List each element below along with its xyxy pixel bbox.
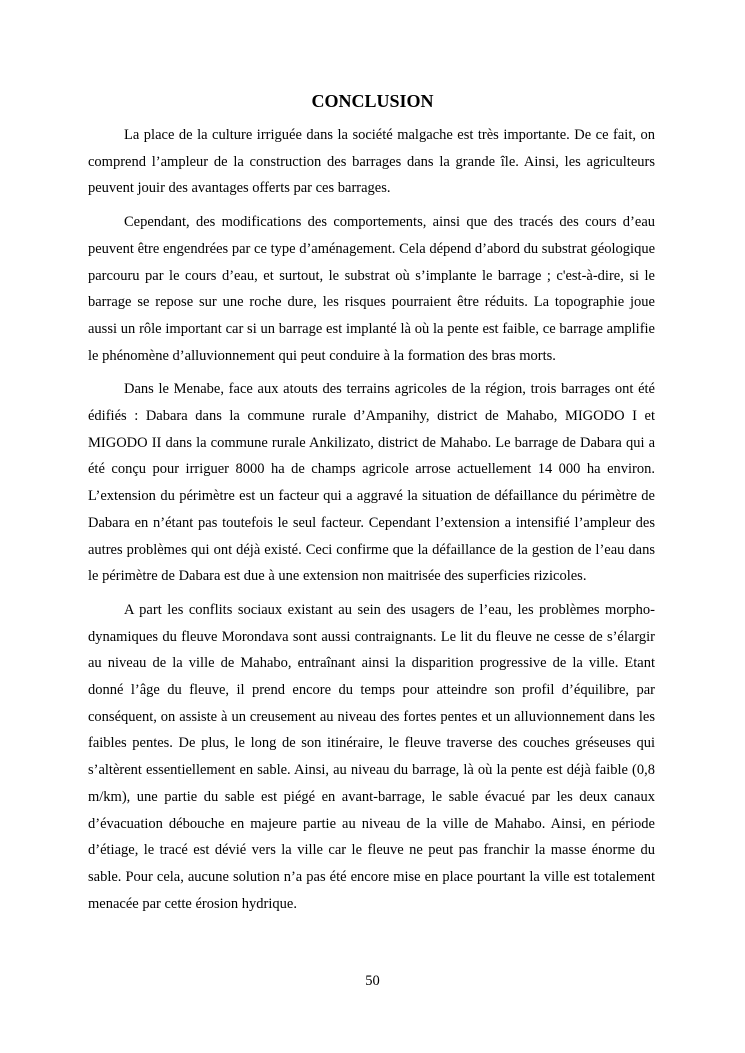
page-title: CONCLUSION bbox=[311, 91, 434, 111]
page-number: 50 bbox=[365, 973, 380, 989]
body-text bbox=[88, 122, 655, 924]
paragraph-2: Cependant, des modifications des comportements, ainsi que des tracés des cours d’eau peuvent être engendrées par ce type d’aménagement. Cela dépend d’abord du substrat géologique parcouru par le cours d’eau, et surtout, le substrat où s’implante le barrage ; c'est-à-dire, si le barrage se repose sur une roche dure, les risques pourraient être réduits. La topographie joue aussi un rôle important car si un barrage est implanté là où la pente est faible, ce barrage amplifie le phénomène d’alluvionnement qui peut conduire à la formation des bras morts. bbox=[88, 214, 655, 364]
paragraph-4: A part les conflits sociaux existant au sein des usagers de l’eau, les problèmes morpho-dynamiques du fleuve Morondava sont aussi contraignants. Le lit du fleuve ne cesse de s’élargir au niveau de la ville de Mahabo, entraînant ainsi la disparition progressive de la ville. Etant donné l’âge du fleuve, il prend encore du temps pour atteindre son profil d’équilibre, par conséquent, on assiste à un creusement au niveau des fortes pentes et un alluvionnement dans les faibles pentes. De plus, le long de son itinéraire, le fleuve traverse des couches gréseuses qui s’altèrent essentiellement en sable. Ainsi, au niveau du barrage, là où la pente est déjà faible (0,8 m/km), une partie du sable est piégé en avant-barrage, le sable évacué par les deux canaux d’évacuation débouche en majeure partie au niveau de la ville de Mahabo. Ainsi, en période d’étiage, le tracé est dévié vers la ville car le fleuve ne peut pas franchir la masse énorme du sable. Pour cela, aucune solution n’a pas été encore mise en place pourtant la ville est totalement menacée par cette érosion hydrique. bbox=[88, 601, 655, 912]
paragraph-3: Dans le Menabe, face aux atouts des terrains agricoles de la région, trois barrages ont été édifiés : Dabara dans la commune rurale d’Ampanihy, district de Mahabo, MIGODO I et MIGODO II dans la commune rurale Ankilizato, district de Mahabo. Le barrage de Dabara qui a été conçu pour irriguer 8000 ha de champs agricole arrose actuellement 14 000 ha environ. L’extension du périmètre est un facteur qui a aggravé la situation de défaillance du périmètre de Dabara en n’étant pas toutefois le seul facteur. Cependant l’extension a intensifié l’ampleur des autres problèmes qui ont déjà existé. Ceci confirme que la défaillance de la gestion de l’eau dans le périmètre de Dabara est due à une extension non maitrisée des superficies rizicoles. bbox=[88, 381, 655, 585]
paragraph-1: La place de la culture irriguée dans la société malgache est très importante. De ce fait, on comprend l’ampleur de la construction des barrages dans la grande île. Ainsi, les agriculteurs peuvent jouir des avantages offerts par ces barrages. bbox=[88, 127, 655, 197]
